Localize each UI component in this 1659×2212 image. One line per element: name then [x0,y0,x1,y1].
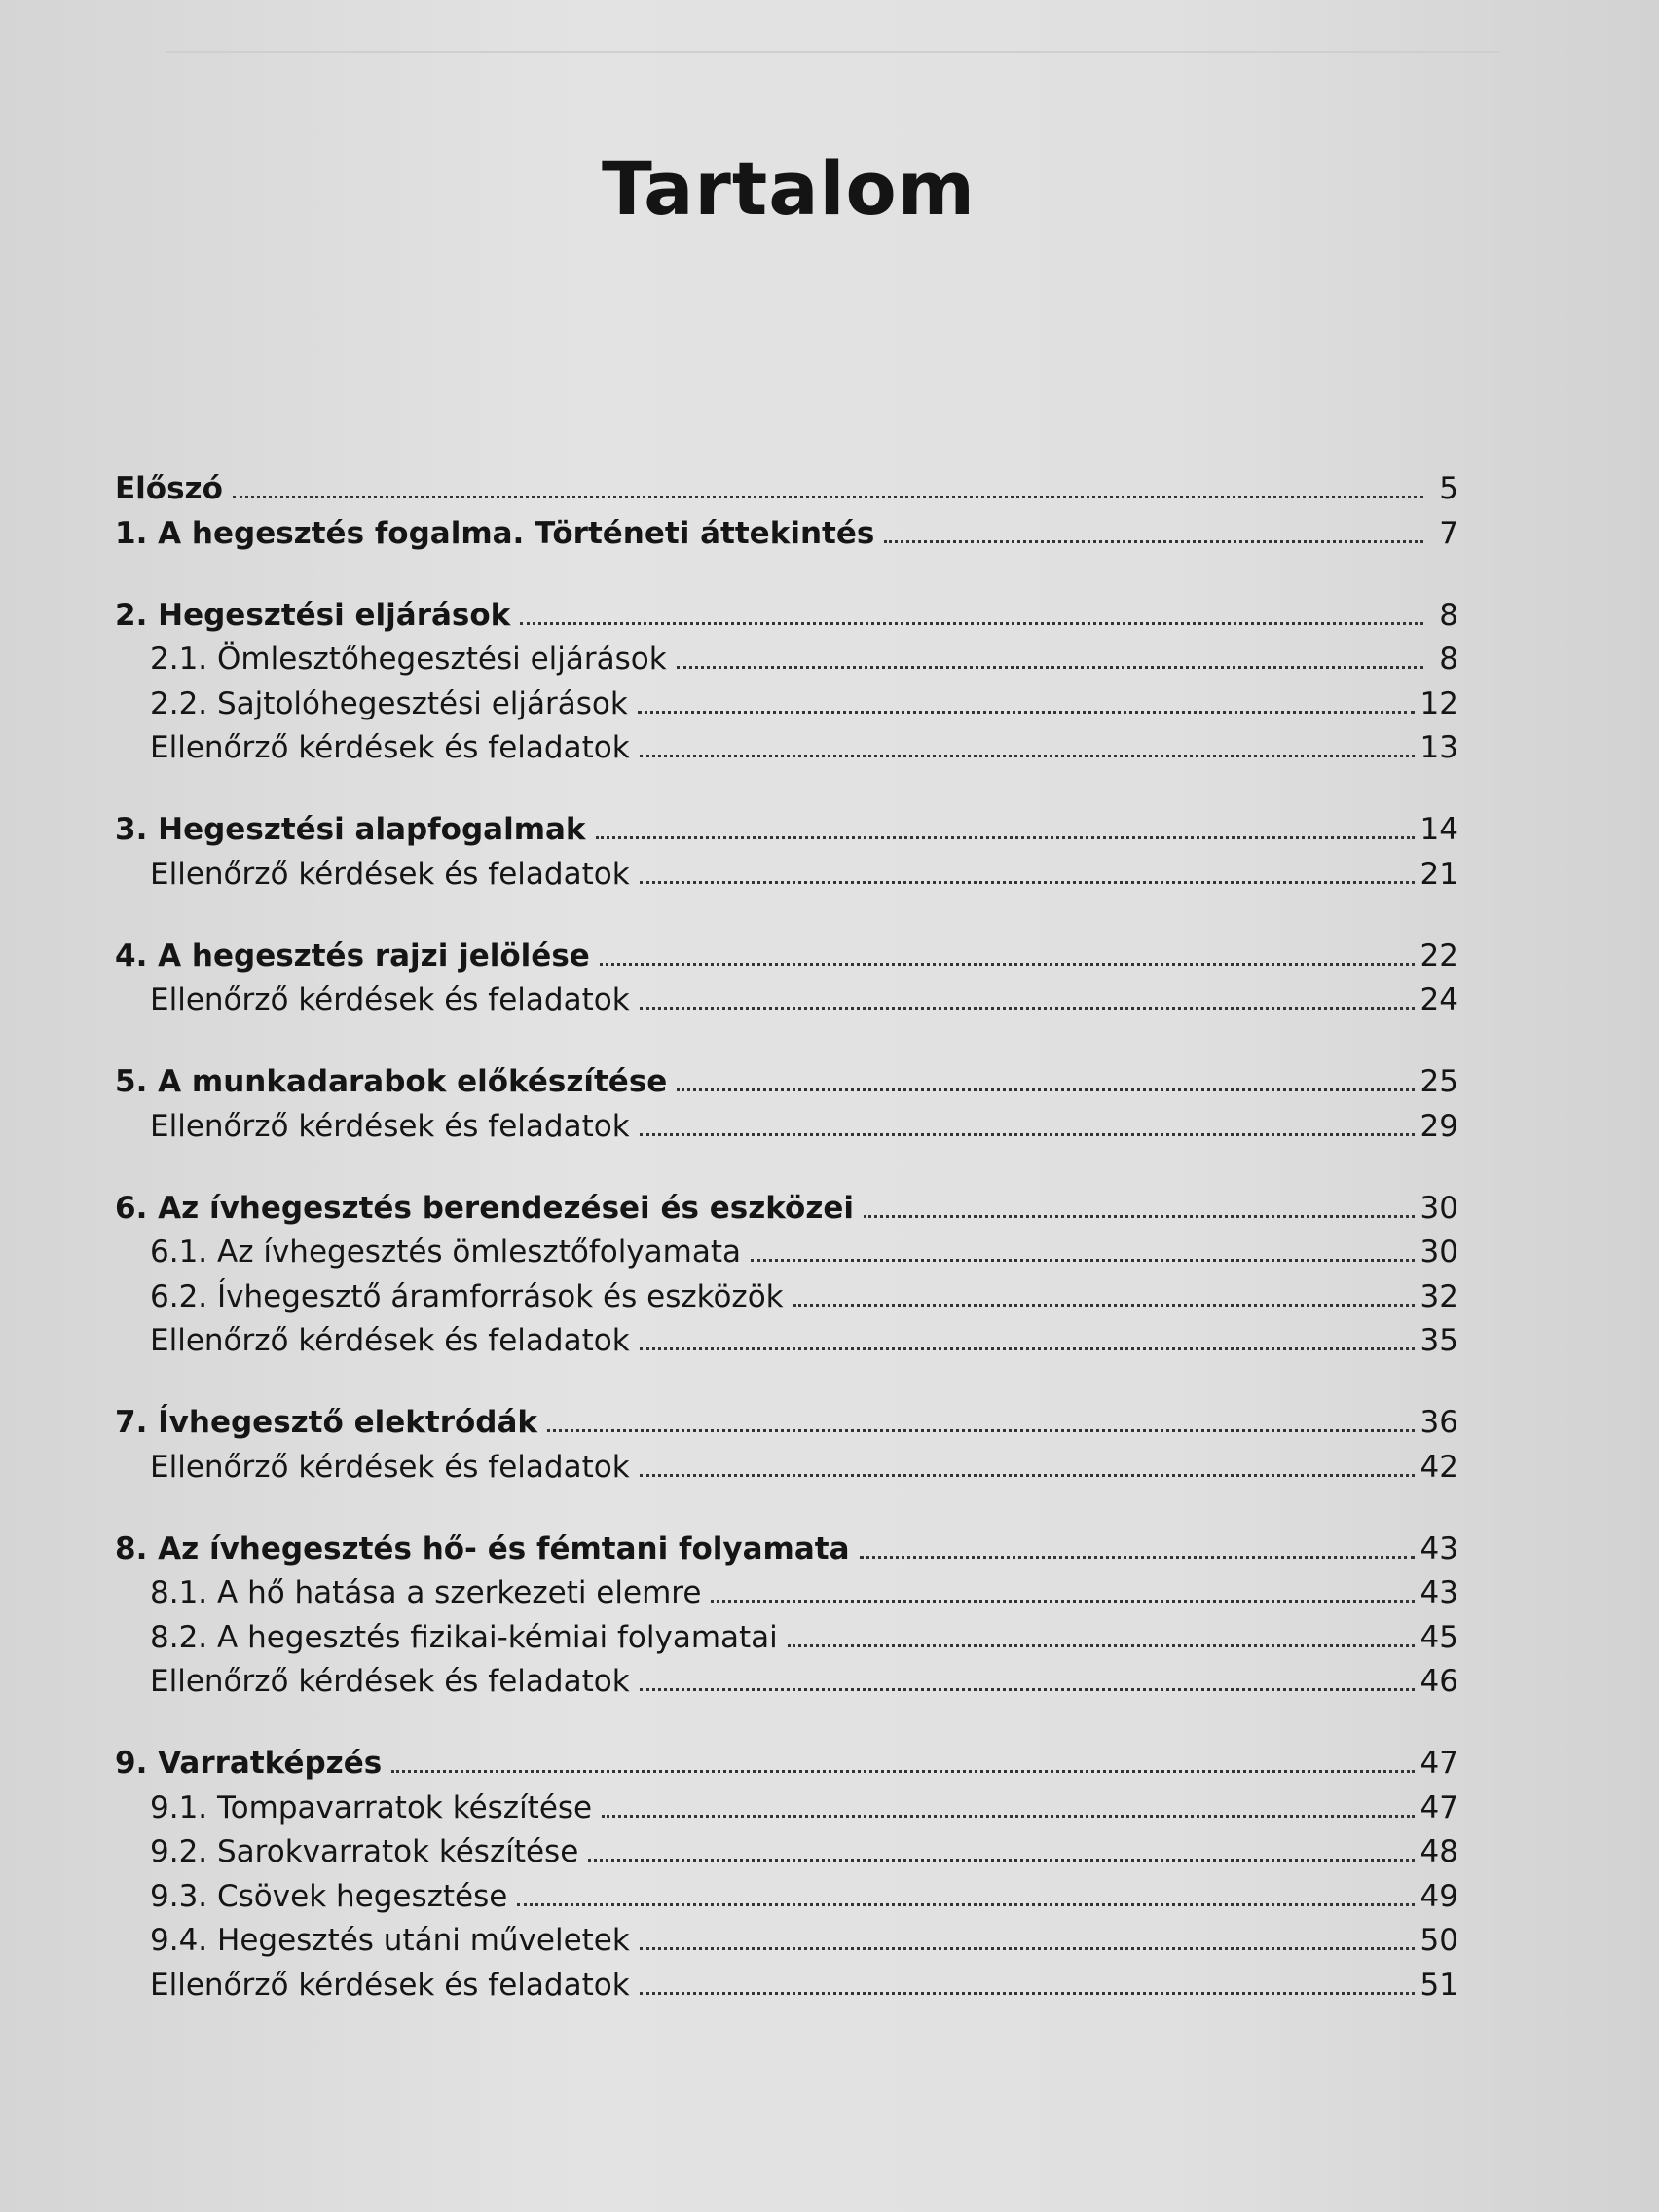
toc-entry [115,1966,1458,2005]
toc-entry [115,640,1458,679]
toc-entry-label: 9.2. Sarokvarratok készítése [150,1834,579,1869]
dot-leader [638,711,1415,714]
toc-entry-page-number: 30 [1419,1235,1458,1270]
toc-entry-label: 8.2. A hegesztés fizikai-kémiai folyamatai [150,1619,778,1655]
dot-leader [588,1859,1414,1862]
dot-leader [391,1770,1414,1773]
toc-entry-label: 2.1. Ömlesztőhegesztési eljárások [150,642,667,677]
dot-leader [547,1429,1415,1432]
toc-entry [115,514,1458,553]
dot-leader [640,881,1415,884]
toc-entry-page-number: 5 [1439,471,1458,506]
toc-entry-page-number: 42 [1419,1449,1458,1485]
toc-entry [115,1403,1458,1442]
toc-entry-label: 9.3. Csövek hegesztése [150,1878,508,1914]
dot-leader [640,1133,1415,1136]
toc-entry-page-number: 46 [1419,1664,1458,1699]
toc-entry-page-number: 25 [1419,1064,1458,1099]
toc-entry-page-number: 43 [1419,1530,1458,1567]
toc-entry [115,1530,1458,1568]
toc-entry [115,980,1458,1019]
toc-entry [115,1618,1458,1657]
toc-entry [115,1877,1458,1916]
toc-entry-label: 6. Az ívhegesztés berendezései és eszközei [115,1190,855,1226]
toc-entry-page-number: 8 [1439,642,1458,677]
page-title: Tartalom [602,144,976,232]
toc-entry-page-number: 47 [1419,1746,1458,1781]
dot-leader [711,1600,1414,1603]
dot-leader [640,1992,1415,1995]
toc-entry-label: 7. Ívhegesztő elektródák [115,1405,538,1440]
toc-entry [115,1832,1458,1871]
dot-leader [793,1304,1415,1307]
toc-entry-label: Ellenőrző kérdések és feladatok [150,856,630,892]
dot-leader [884,540,1423,543]
dot-leader [864,1215,1415,1218]
dot-leader [860,1556,1415,1559]
toc-entry-label: 4. A hegesztés rajzi jelölése [115,938,590,974]
toc-entry-label: 8. Az ívhegesztés hő- és fémtani folyamata [115,1530,850,1567]
toc-entry [115,1062,1458,1101]
toc-entry [115,1189,1458,1228]
dot-leader [520,622,1423,625]
dot-leader [677,1088,1414,1091]
header-rule [166,51,1499,53]
dot-leader [788,1644,1415,1647]
toc-entry-page-number: 21 [1419,856,1458,892]
toc-entry-label: Ellenőrző kérdések és feladatok [150,1108,630,1144]
toc-entry-label: 1. A hegesztés fogalma. Történeti áttekintés [115,515,875,551]
toc-entry-label: Ellenőrző kérdések és feladatok [150,730,630,765]
toc-entry [115,855,1458,894]
dot-leader [596,836,1415,839]
toc-entry [115,1662,1458,1701]
toc-entry-page-number: 51 [1419,1967,1458,2003]
dot-leader [602,1815,1414,1818]
toc-entry-label: Ellenőrző kérdések és feladatok [150,1323,630,1358]
toc-entry-label: Előszó [115,471,223,506]
toc-entry-page-number: 48 [1419,1834,1458,1869]
toc-entry [115,1107,1458,1146]
toc-entry [115,1573,1458,1612]
dot-leader [640,1007,1415,1010]
toc-entry-page-number: 36 [1419,1405,1458,1440]
toc-entry-page-number: 12 [1419,685,1458,721]
toc-entry-label: Ellenőrző kérdések és feladatok [150,1664,630,1699]
toc-entry-page-number: 14 [1419,812,1458,847]
toc-entry [115,684,1458,723]
toc-entry-label: Ellenőrző kérdések és feladatok [150,982,630,1017]
table-of-contents [115,469,1458,2009]
toc-entry [115,728,1458,767]
toc-entry-page-number: 29 [1419,1108,1458,1144]
dot-leader [677,666,1423,669]
toc-entry [115,1921,1458,1960]
toc-entry-page-number: 45 [1419,1619,1458,1655]
toc-entry-label: 6.2. Ívhegesztő áramforrások és eszközök [150,1278,784,1314]
toc-entry-page-number: 13 [1419,730,1458,765]
toc-entry-page-number: 22 [1419,938,1458,974]
dot-leader [640,1347,1415,1350]
toc-entry-label: 9. Varratképzés [115,1746,383,1781]
toc-entry-label: 3. Hegesztési alapfogalmak [115,812,586,847]
toc-entry-page-number: 8 [1439,597,1458,633]
toc-entry [115,1788,1458,1827]
toc-entry-page-number: 50 [1419,1923,1458,1958]
toc-entry-label: 2. Hegesztési eljárások [115,597,511,633]
toc-entry-label: 2.2. Sajtolóhegesztési eljárások [150,685,628,721]
dot-leader [640,1688,1415,1691]
toc-entry [115,1277,1458,1316]
toc-entry-label: 6.1. Az ívhegesztés ömlesztőfolyamata [150,1235,741,1270]
toc-entry-label: 8.1. A hő hatása a szerkezeti elemre [150,1575,702,1610]
dot-leader [233,496,1423,498]
toc-entry-page-number: 32 [1419,1278,1458,1314]
dot-leader [640,1474,1415,1477]
dot-leader [600,963,1415,966]
toc-entry-page-number: 24 [1419,982,1458,1017]
dot-leader [517,1903,1414,1906]
toc-entry [115,1321,1458,1360]
toc-entry-page-number: 30 [1419,1190,1458,1226]
toc-entry [115,810,1458,849]
toc-entry-page-number: 43 [1419,1575,1458,1610]
toc-entry [115,937,1458,976]
toc-entry-label: 5. A munkadarabok előkészítése [115,1064,668,1099]
toc-entry-label: Ellenőrző kérdések és feladatok [150,1449,630,1485]
toc-entry-label: 9.4. Hegesztés utáni műveletek [150,1923,630,1958]
toc-entry-page-number: 7 [1439,515,1458,551]
toc-entry [115,1744,1458,1783]
dot-leader [640,1947,1415,1950]
toc-entry [115,596,1458,635]
dot-leader [751,1259,1415,1262]
toc-entry [115,1233,1458,1272]
toc-entry-page-number: 35 [1419,1323,1458,1358]
dot-leader [640,755,1415,757]
toc-entry-page-number: 49 [1419,1878,1458,1914]
toc-entry-label: 9.1. Tompavarratok készítése [150,1789,593,1825]
toc-entry-label: Ellenőrző kérdések és feladatok [150,1967,630,2003]
toc-entry-page-number: 47 [1419,1789,1458,1825]
toc-entry [115,1448,1458,1487]
toc-entry [115,469,1458,508]
